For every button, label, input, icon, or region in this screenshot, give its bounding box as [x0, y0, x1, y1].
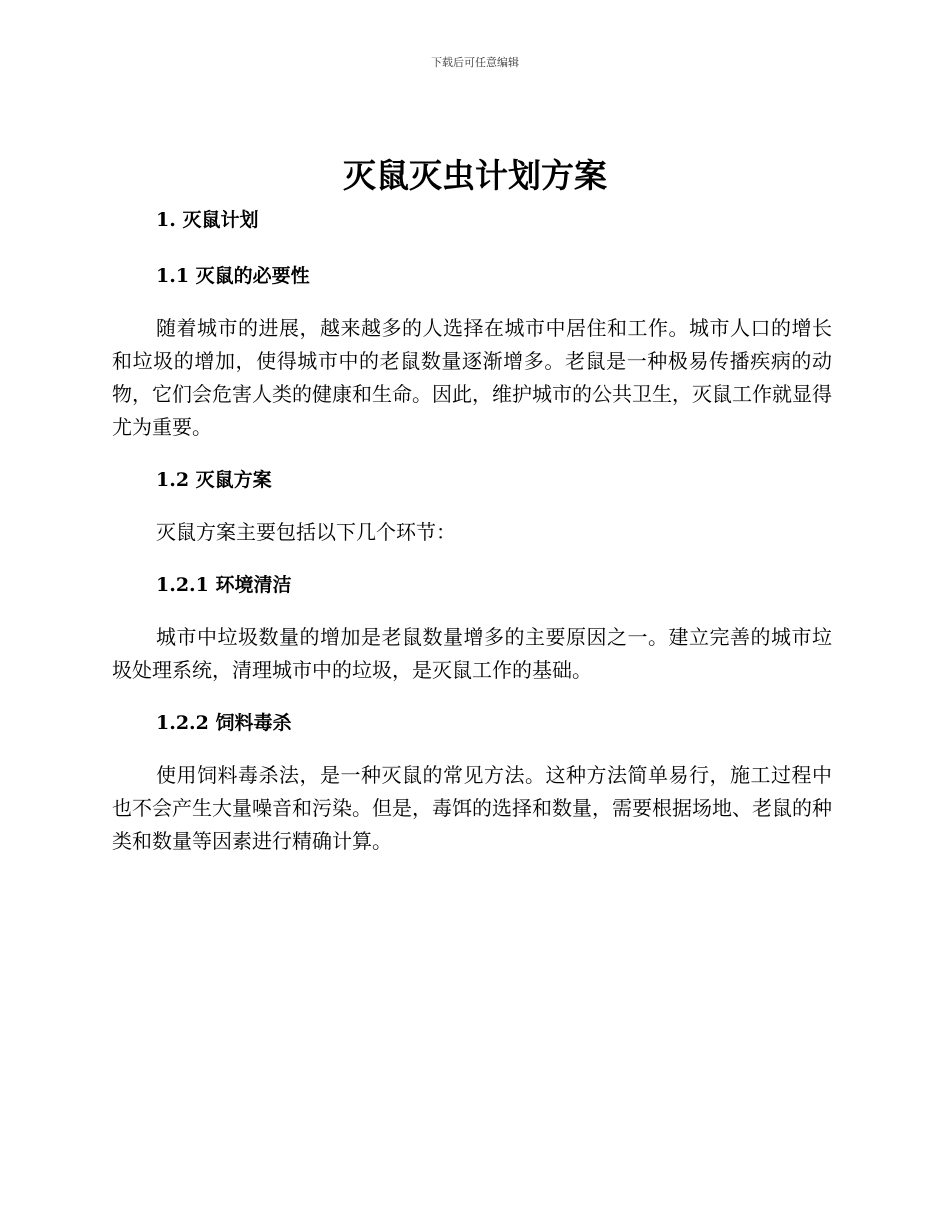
paragraph-1-1: 随着城市的进展，越来越多的人选择在城市中居住和工作。城市人口的增长和垃圾的增加，使得城市中的老鼠数量逐渐增多。老鼠是一种极易传播疾病的动物，它们会危害人类的健康和生命。因此，维护城市的公共卫生，灭鼠工作就显得尤为重要。 [112, 316, 832, 439]
heading-1-2-1: 1.2.1 环境清洁 [156, 574, 292, 596]
paragraph-1-2-1: 城市中垃圾数量的增加是老鼠数量增多的主要原因之一。建立完善的城市垃圾处理系统，清理城市中的垃圾，是灭鼠工作的基础。 [112, 625, 832, 682]
heading-1: 1. 灭鼠计划 [156, 209, 259, 231]
paragraph-1-2: 灭鼠方案主要包括以下几个环节： [156, 520, 456, 544]
document-title: 灭鼠灭虫计划方案 [343, 156, 607, 195]
heading-1-2-2: 1.2.2 饲料毒杀 [156, 712, 292, 734]
paragraph-1-2-2: 使用饲料毒杀法，是一种灭鼠的常见方法。这种方法简单易行，施工过程中也不会产生大量噪音和污染。但是，毒饵的选择和数量，需要根据场地、老鼠的种类和数量等因素进行精确计算。 [112, 763, 832, 853]
heading-1-1: 1.1 灭鼠的必要性 [156, 265, 310, 287]
header-note: 下载后可任意编辑 [431, 56, 519, 69]
document-body [112, 204, 832, 858]
heading-1-2: 1.2 灭鼠方案 [156, 469, 272, 491]
